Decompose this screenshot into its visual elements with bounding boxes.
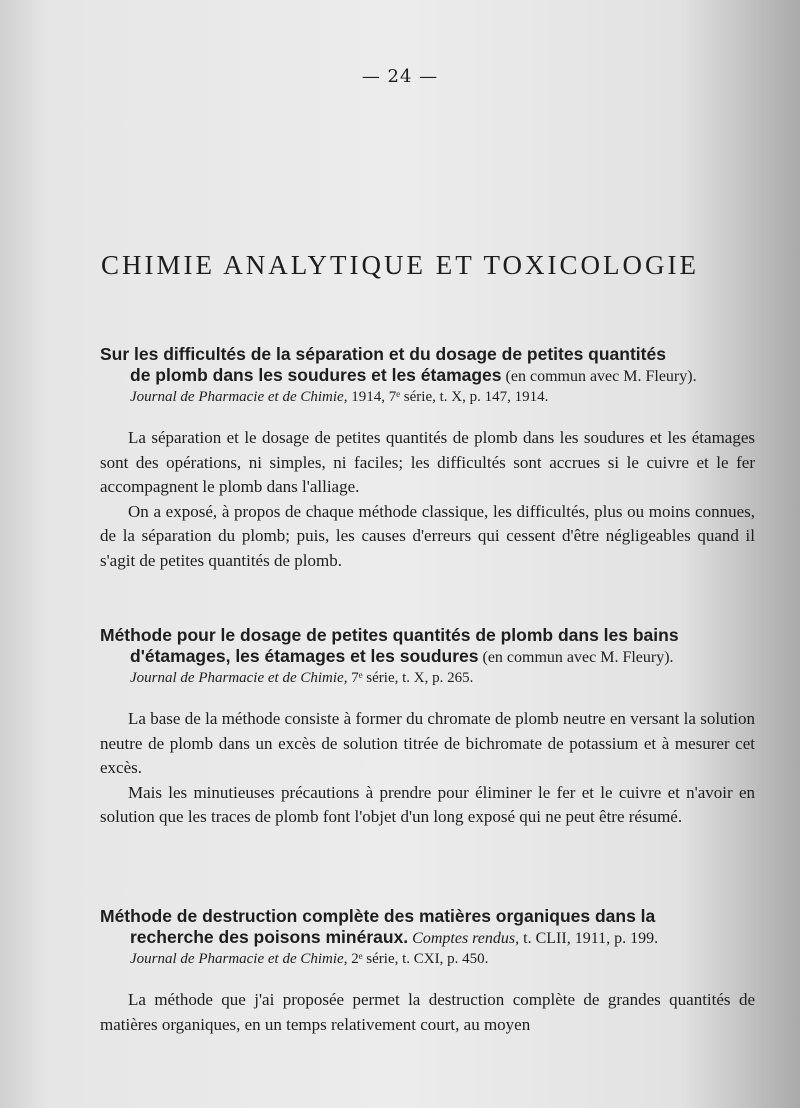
journal-name: Comptes rendus,	[412, 930, 520, 947]
entry-title-line2: recherche des poisons minéraux.	[130, 927, 409, 947]
entry-summary	[100, 707, 755, 830]
publication-entry	[100, 344, 755, 573]
journal-name: Journal de Pharmacie et de Chimie,	[130, 389, 348, 405]
entry-title-line2: d'étamages, les étamages et les soudures	[130, 646, 479, 666]
publication-entry	[100, 625, 755, 830]
journal-name: Journal de Pharmacie et de Chimie,	[130, 951, 348, 967]
reference-details: t. CLII, 1911, p. 199.	[519, 930, 659, 947]
summary-paragraph: On a exposé, à propos de chaque méthode classique, les difficultés, plus ou moins connues, de la séparation du plomb; puis, les causes d'erreurs qui cessent d'être négligeables quand il s'agit de petites quantités de plomb.	[100, 501, 755, 570]
entry-coauthor: (en commun avec M. Fleury).	[501, 368, 697, 385]
reference-details: 1914, 7ᵉ série, t. X, p. 147, 1914.	[347, 389, 549, 405]
entry-reference	[100, 949, 755, 970]
reference-details: 7ᵉ série, t. X, p. 265.	[347, 670, 474, 686]
entry-title-line1: Méthode pour le dosage de petites quantités de plomb dans les bains	[100, 625, 679, 645]
entry-title	[100, 906, 755, 949]
entry-title-line2: de plomb dans les soudures et les étamages	[130, 365, 502, 385]
page-number: — 24 —	[361, 66, 439, 87]
publication-entry	[100, 906, 755, 1037]
summary-paragraph: La base de la méthode consiste à former du chromate de plomb neutre en versant la solution neutre de plomb dans un excès de solution titrée de bichromate de potassium et à mesurer cet excès.	[100, 709, 755, 777]
entry-summary	[100, 988, 755, 1037]
summary-paragraph: La méthode que j'ai proposée permet la destruction complète de grandes quantités de matières organiques, en un temps relativement court, au moyen	[100, 990, 755, 1034]
section-title: CHIMIE ANALYTIQUE ET TOXICOLOGIE	[101, 250, 699, 280]
summary-paragraph: Mais les minutieuses précautions à prendre pour éliminer le fer et le cuivre et n'avoir en solution que les traces de plomb font l'objet d'un long exposé qui ne peut être résumé.	[100, 782, 755, 826]
entry-title-line1: Sur les difficultés de la séparation et du dosage de petites quantités	[100, 344, 666, 364]
entry-title	[100, 625, 755, 668]
journal-name: Journal de Pharmacie et de Chimie,	[130, 670, 348, 686]
reference-details: 2ᵉ série, t. CXI, p. 450.	[347, 951, 489, 967]
entry-coauthor: (en commun avec M. Fleury).	[478, 649, 674, 666]
entry-summary	[100, 426, 755, 573]
entry-reference	[100, 668, 755, 689]
summary-paragraph: La séparation et le dosage de petites quantités de plomb dans les soudures et les étamages sont des opérations, ni simples, ni faciles; les difficultés sont accrues si le cuivre et le fer accompagnent le plomb dans l'alliage.	[100, 428, 755, 496]
entry-title-line1: Méthode de destruction complète des matières organiques dans la	[100, 906, 656, 926]
entry-reference	[100, 387, 755, 408]
entry-title	[100, 344, 755, 387]
